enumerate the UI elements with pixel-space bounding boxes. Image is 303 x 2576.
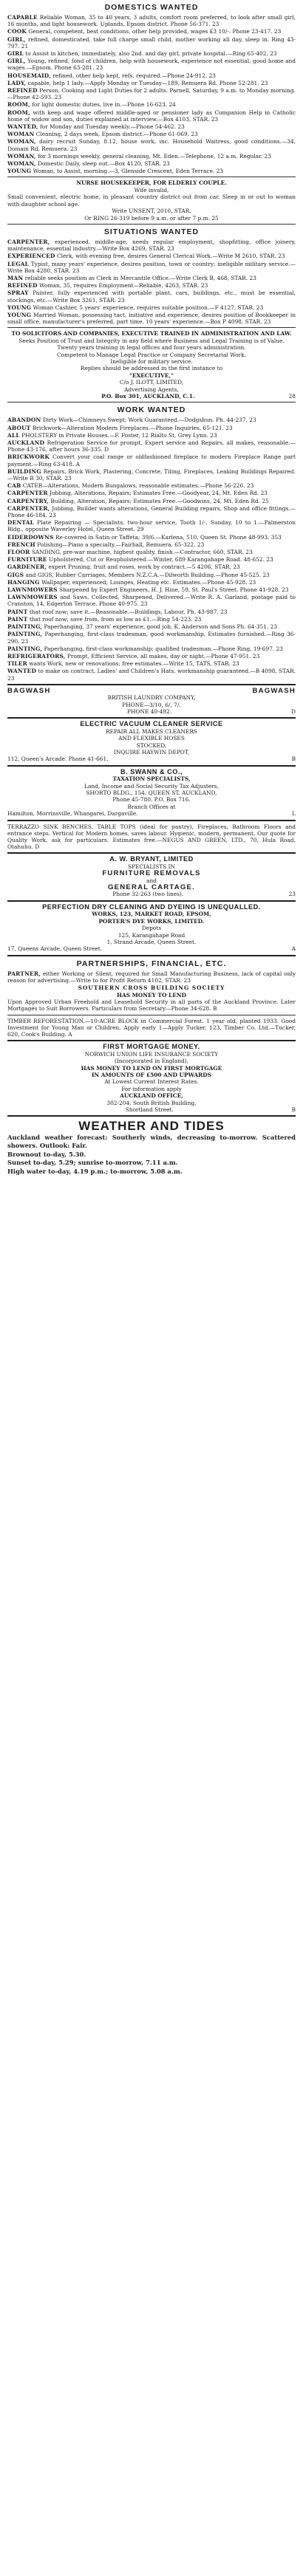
classified-ad — [7, 482, 296, 489]
ad-number: L — [292, 810, 296, 818]
ad-lead-word: DENTAL — [7, 519, 35, 527]
ad-text: to make on contract, Ladies' and Children's Hats, workmanship guaranteed.—B 4098, STAR. 23 — [7, 668, 296, 682]
weather-title: WEATHER AND TIDES — [78, 1119, 225, 1134]
perfection-line: PORTER'S DYE WORKS, LIMITED. — [98, 917, 205, 925]
classified-ad — [7, 564, 296, 570]
ad-number: A — [68, 1031, 72, 1038]
solicitors-ad — [7, 330, 296, 400]
ad-lead-word: CAB — [7, 482, 21, 490]
classified-ad — [7, 594, 296, 607]
ad-text: Sharpened by Expert Engineers, H. J. Hine, 59, St. Paul's Street. Phone 41-928. 23 — [59, 586, 289, 594]
ad-lead-word: WOMAN, — [7, 152, 36, 160]
electric-line: STOCKED. — [136, 741, 167, 749]
ad-text: Wallpaper, experienced; Lounges, Heating etc. Estimates.—Phone 45-928. 23 — [41, 578, 256, 586]
work-heading: WORK WANTED — [117, 405, 186, 415]
ad-lead-word: YOUNG — [7, 311, 32, 318]
bagwash-line: PHONE 40-492. — [127, 708, 172, 715]
ad-text: Refrigeration Service for prompt, Expert service and Repairs, all makes, reasonable.—Phone 43-176, after hours 36-335. D — [7, 439, 296, 453]
divider — [7, 1115, 296, 1117]
weather-tide: High water to-day, 4.19 p.m.; to-morrow, 5.08 a.m. — [7, 1167, 183, 1175]
ad-text: General, competent, best conditions, other help provided, wages £3 10/-. Phone 23-417. 23 — [28, 28, 282, 35]
nurse-ad — [7, 179, 296, 221]
ad-lead-word: CAPABLE — [7, 14, 38, 21]
weather-brownout: Brownout to-day, 5.30. — [7, 1150, 86, 1158]
nurse-line: Small convenient, electric home, in pleasant country district out from car. Sleep in or out to woman with daughter school age. — [7, 193, 296, 208]
ad-text: that roof now; save it.—Reasonable.—Buildings, Labour, Ph. 43-987. 23 — [29, 608, 228, 615]
ad-lead-word: WOMAN, — [7, 160, 36, 168]
ad-lead-word: ABANDON — [7, 417, 41, 424]
ad-lead-word: HOUSEMAID, — [7, 72, 51, 79]
ad-lead-word: BRICKWORK — [7, 453, 50, 461]
mortgage-line: 302-204, South British Building, — [106, 1099, 197, 1106]
solicitors-sign: "EXECUTIVE," — [129, 371, 174, 379]
classified-ad — [7, 312, 296, 325]
ad-text: Paperhanging, 37 years' experience, good job, K. Anderson and Sons Ph. 64-351. 23 — [44, 623, 278, 631]
ad-lead-word: ROOM, — [7, 109, 30, 116]
perfection-line: 1, Strand Arcade, Queen Street. — [106, 938, 197, 945]
classified-ad — [7, 282, 296, 289]
mortgage-ad — [7, 1044, 296, 1113]
ad-number: B — [291, 756, 296, 763]
ad-lead-word: SPRAY — [7, 290, 29, 297]
classified-ad — [7, 36, 296, 49]
ad-text: Clerk, with evening free, desires General Clerical Work.—Write M 2610, STAR. 23 — [57, 253, 285, 260]
ad-text: SANDING, pre-war machine, highest quality, finish.—Contractor, 660, STAR. 23 — [31, 549, 253, 556]
bagwash-title: BAGWASH — [7, 686, 51, 695]
weather-forecast: Auckland weather forecast: Southerly winds, decreasing to-morrow. Scattered showers. Outlook: Fair. — [7, 1134, 296, 1150]
ad-lead-word: GIGS — [7, 571, 24, 578]
classified-ad — [7, 432, 296, 439]
ad-text: capable, help 1 lady.—Apply Monday or Tuesday—189, Remuera Rd. Phone 52-281. 23 — [27, 79, 268, 86]
classified-ad — [7, 14, 296, 27]
swann-title: B. SWANN & CO., — [120, 767, 183, 775]
building-society-title: SOUTHERN CROSS BUILDING SOCIETY — [78, 984, 225, 992]
ad-text: Prompt, Efficient Service, all makes, day or night.—Phone 47-951. 23 — [67, 652, 260, 660]
classified-ad — [7, 425, 296, 431]
classified-ad — [7, 586, 296, 593]
ad-text: and Saws, Collected, Sharpened, Delivered.—Write R. A. Garland, postage paid to Cranston, 14, Edgerton Terrace. Phone 40-975. 23 — [7, 594, 296, 608]
classified-ad — [7, 168, 296, 174]
ad-lead-word: EIDERDOWNS — [7, 533, 54, 541]
ad-text: Plate Repairing — Specialists, two-hour service, Tooth 1/-, Sunday, 10 to 1.—Palmerston Bldg., opposite Waverley Hotel, Queen Street. 29 — [7, 519, 296, 533]
nurse-line: Or RING 26-319 before 9 a.m. or after 7 p.m. 25 — [84, 214, 219, 222]
solicitors-sign: Advertising Agents, — [124, 386, 179, 393]
ad-lead-word: GIRL — [7, 50, 24, 58]
partnerships-list — [7, 970, 296, 984]
ad-lead-word: WOMAN — [7, 131, 35, 138]
ad-number: A — [291, 945, 296, 953]
perfection-title: PERFECTION DRY CLEANING AND DYEING IS UNEQUALLED. — [42, 902, 261, 911]
solicitors-line: Seeks Position of Trust and Integrity in any field where Business and Legal Training is of Value. — [18, 337, 285, 344]
solicitors-line: Ineligible for military service. — [110, 357, 193, 365]
solicitors-line: Twenty years training in legal offices and four years administration. — [57, 344, 246, 352]
electric-ad — [7, 721, 296, 762]
ad-text: Woman, to Assist, morning.—3, Glenside Crescent, Eden Terrace. 23 — [33, 168, 224, 175]
classified-ad — [7, 138, 296, 151]
classified-ad — [7, 453, 296, 467]
partnerships-heading: PARTNERSHIPS, FINANCIAL, ETC. — [76, 959, 227, 968]
ad-lead-word: PAINTING, — [7, 623, 43, 631]
classified-ad — [7, 160, 296, 167]
perfection-line: 125, Karangahape Road — [118, 931, 185, 939]
classified-ad — [7, 153, 296, 160]
bagwash-title: BAGWASH — [252, 686, 296, 695]
ad-lead-word: CARPENTRY, — [7, 497, 50, 504]
classified-ad — [7, 80, 296, 86]
perfection-ad — [7, 904, 296, 953]
perfection-line: Depots — [141, 925, 162, 932]
swann-line: Land, Income and Social Security Tax Adjusters, — [84, 782, 219, 789]
ad-text: for Monday and Tuesday weekly.—Phone 54-462. 23 — [39, 123, 185, 131]
ad-text: Paperhanging, first-class workmanship; qualified tradesman.—Phone Ring, 19-697. 23 — [44, 645, 283, 652]
ad-text: Woman Cashier, 5 years' experience, requires suitable position.—F 4127, STAR. 23 — [33, 304, 264, 311]
electric-title: ELECTRIC VACUUM CLEANER SERVICE — [80, 720, 223, 728]
classified-ad — [7, 534, 296, 541]
ad-text: Cleaning, 2 days week, Epsom district.—Phone 61-069. 23 — [35, 131, 198, 138]
nurse-line: Write UNSENT, 2010, STAR, — [112, 208, 191, 215]
ad-number: D — [35, 843, 40, 851]
weather-sunset: Sunset to-day, 5.29; sunrise to-morrow, 7.11 a.m. — [7, 1159, 178, 1167]
ad-lead-word: BUILDING — [7, 467, 41, 475]
divider — [7, 327, 296, 328]
ad-text: Domestic Daily, sleep out.—Box 4120, STAR. 23 — [38, 160, 170, 168]
bryant-line: FURNITURE REMOVALS — [102, 869, 201, 878]
classified-ad — [7, 28, 296, 35]
bryant-title: A. W. BRYANT, LIMITED — [109, 855, 194, 863]
ad-text: Repairs, Brick Work, Plastering, Concrete, Tiling, Fireplaces, Leaking Buildings Repaired.—Write B 30, STAR. 23 — [7, 467, 296, 482]
building-society-ad — [7, 984, 296, 1013]
ad-text: refined, other help kept, refs. required.—Phone 24-912. 23 — [52, 72, 217, 79]
classified-ad — [7, 101, 296, 108]
ad-lead-word: REFINED — [7, 87, 38, 95]
ad-number: B — [212, 1005, 217, 1013]
ad-text: Re-covered in Satin or Taffeta; 39/6.—Karlena, 510, Queen St. Phone 48-993. 353 — [55, 533, 282, 541]
ad-text: expert Pruning, fruit and roses, work by contract.—5 4206, STAR. 23 — [48, 564, 240, 571]
ad-text: Building, Alteration, Repairs; Estimates Free.—Goodwins, 24, Mt. Eden Rd. 25 — [50, 497, 269, 504]
situations-list — [7, 239, 296, 325]
classified-ad — [7, 668, 296, 681]
swann-line: Branch Offices at — [127, 803, 176, 810]
ad-text: Paperhanging, first-class tradesman, good workmanship, Estimates furnished.—Ring 36-290. 23 — [7, 631, 296, 645]
classified-ad — [7, 87, 296, 100]
classified-ad — [7, 653, 296, 660]
classified-ad — [7, 275, 296, 281]
ad-text: Person, Cooking and Light Duties for 2 adults. Parnell, Saturday, 9 a.m. to Monday morning.—Phone 42-593. 23 — [7, 87, 296, 101]
building-society-sub: HAS MONEY TO LEND — [117, 991, 186, 998]
classified-ad — [7, 490, 296, 496]
ad-lead-word: WANTED — [7, 668, 37, 675]
ad-lead-word: PAINTING, — [7, 645, 43, 652]
ad-lead-word: GIRL, — [7, 35, 26, 43]
classified-ad — [7, 439, 296, 453]
ad-number: D — [291, 708, 296, 715]
mortgage-line: (Incorporated in England), — [114, 1058, 189, 1065]
electric-line: INQUIRE HAYWIN DEPOT, — [113, 748, 190, 756]
ad-text: Jobbing, Alterations, Repairs; Estimates Free.—Goodyear, 24, Mt. Eden Rd. 23 — [50, 490, 268, 497]
divider — [7, 900, 296, 902]
mortgage-line: At Lowest Current Interest Rates. — [104, 1078, 199, 1086]
classified-ad — [7, 519, 296, 532]
divider — [7, 820, 296, 821]
ad-lead-word: TILER — [7, 660, 27, 668]
situations-heading: SITUATIONS WANTED — [103, 227, 200, 236]
ad-text: Brickwork—Alteration Modern Fireplaces.—Phone Inquiries, 65-121. 23 — [32, 424, 233, 431]
bryant-line: SPECIALISTS IN — [128, 863, 175, 870]
terrazzo-ad — [7, 823, 296, 851]
ad-lead-word: CARPENTER, — [7, 238, 50, 245]
classified-ad — [7, 609, 296, 615]
ad-text: Reliable Woman, 35 to 40 years, 3 adults, comfort room preferred, to look after small girl, 16 months, and light housework. Uplands, Epsom district. Phone 56-371. 23 — [7, 14, 296, 28]
ad-text: with keep and wage offered middle-aged or pensioner lady as Companion Help in Catholic home of widow and son, duties explained at interview.—Box 4103, STAR. 23 — [7, 109, 296, 123]
ad-number: B — [291, 1106, 296, 1114]
classified-ad — [7, 505, 296, 518]
classified-ad — [7, 623, 296, 630]
ad-lead-word: COOK — [7, 28, 27, 35]
ad-text: either Working or Silent, required for Small Manufacturing Business, lack of capital only reason for advertising.—Write to for Profit Return 4102, STAR. 23 — [7, 970, 296, 984]
ad-lead-word: PARTNER, — [7, 970, 41, 977]
ad-lead-word: HANGING — [7, 578, 40, 586]
mortgage-line: IN AMOUNTS OF £500 AND UPWARDS — [91, 1071, 212, 1078]
solicitors-sign: C/o J. ILOTT, LIMITED, — [119, 379, 184, 386]
classified-ad — [7, 645, 296, 652]
ad-lead-word: YOUNG — [7, 304, 32, 311]
bagwash-line: BRITISH LAUNDRY COMPANY, — [107, 694, 196, 702]
ad-text: reliable seeks position as Clerk in Mercantile Office.—Write Clerk B, 468, STAR. 23 — [24, 274, 256, 281]
classified-column — [7, 3, 296, 1175]
domestics-list — [7, 14, 296, 174]
classified-ad — [7, 660, 296, 667]
ad-text: refined, domesticated, take full charge small child, mother working all day, sleep in. Ring 43-797. 21 — [7, 35, 296, 49]
divider — [7, 1040, 296, 1041]
solicitors-line: Competent to Manage Legal Practice or Company Secretarial Work. — [56, 351, 247, 358]
ad-lead-word: WOMAN, — [7, 138, 36, 145]
ad-text: Married Woman, possessing tact, initiative and experience, desires position of Bookkeeper in small office, manufacturer's preferred, part time, 10 years' experience.—Box P 4098, STAR. 23 — [7, 311, 296, 326]
bryant-line: Phone 32-263 (two lines). — [112, 891, 184, 898]
classified-ad — [7, 631, 296, 644]
ad-lead-word: LADY, — [7, 79, 27, 86]
timber-text: TIMBER REFORESTATION.—10-ACRE BLOCK in Commercial Forest. 1 year old, planted 1933. Good Investment for Young Man or Children. Apply early 1—Apply Tucker, 123, Timber Co. Ltd.—Tucker, 620, Cook's Building. — [7, 1017, 296, 1038]
ad-text: Young, refined, fond of children, help with housework, experience not essential, good home and wages.—Epsom. Phone 63-281. 23 — [7, 58, 296, 72]
ad-text: that roof now; save from, from as low as £1.—Ring 54-223. 23 — [29, 615, 202, 623]
ad-lead-word: FRENCH — [7, 541, 35, 548]
building-society-text: Upon Approved Urban Freehold and Leasehold Security in all parts of the Auckland Province. Later Mortgages to Suit Borrowers. Particulars from Secretary—Phone 34-628. — [7, 998, 296, 1013]
classified-ad — [7, 468, 296, 482]
classified-ad — [7, 58, 296, 71]
bagwash-ad — [7, 688, 296, 716]
classified-ad — [7, 123, 296, 130]
classified-ad — [7, 261, 296, 274]
classified-ad — [7, 579, 296, 586]
ad-lead-word: YOUNG — [7, 168, 32, 175]
ad-lead-word: FURNITURE — [7, 556, 47, 564]
ad-text: wants Work, new or renovations; free estimates.—Write 15, TATS, STAR. 23 — [29, 660, 239, 668]
solicitors-line: Replies should be addressed in the first instance to — [80, 365, 223, 372]
ad-lead-word: FLOOR — [7, 549, 30, 556]
ad-lead-word: ROOM, — [7, 101, 30, 109]
perfection-line: 17, Queens Arcade, Queen Street. — [7, 945, 103, 953]
ad-lead-word: MAN — [7, 274, 24, 281]
nurse-heading: NURSE HOUSEKEEPER, FOR ELDERLY COUPLE. — [76, 179, 227, 187]
mortgage-title: FIRST MORTGAGE MONEY. — [103, 1043, 200, 1051]
ad-text: Jobbing, Builder wants alterations, General Building repairs, Shop and office fittings.—Phone 46-184. 23 — [7, 504, 296, 519]
ad-text: Painter, fully experienced with portable plant, cars, buildings, etc., must be essential, stockings, etc.—Write Box 3261, STAR. 23 — [7, 290, 296, 304]
ad-lead-word: PAINT — [7, 615, 28, 623]
ad-text: CATER—Alterations, Modern Bungalows, reasonable estimates.—Phone 56-226. 23 — [22, 482, 254, 490]
mortgage-line: For information apply — [121, 1085, 182, 1092]
ad-lead-word: AUCKLAND — [7, 439, 45, 447]
swann-line: SHORTO BLDG., 154, QUEEN ST, AUCKLAND, — [86, 789, 217, 796]
ad-text: Dirty Work—Chimneys Swept; Work Guaranteed.—Dodgshun. Ph. 44-237. 23 — [42, 417, 256, 424]
ad-text: Convert your coal range or oldfashioned fireplace to modern Fireplace Range part payment.—Ring 63-418. A — [7, 453, 296, 467]
ad-lead-word: LAWNMOWERS — [7, 594, 58, 601]
ad-lead-word: ABOUT — [7, 424, 31, 431]
timber-ad — [7, 1018, 296, 1038]
classified-ad — [7, 616, 296, 623]
classified-ad — [7, 556, 296, 563]
divider — [7, 717, 296, 719]
mortgage-line: AUCKLAND OFFICE, — [120, 1092, 183, 1100]
classified-page — [7, 0, 296, 2576]
ad-number: 28 — [288, 393, 296, 400]
mortgage-line: NORWICH UNION LIFE INSURANCE SOCIETY — [84, 1050, 219, 1058]
ad-text: for light domestic duties, live in.—Phone 16-623. 24 — [32, 101, 176, 109]
ad-lead-word: CARPENTER, — [7, 504, 50, 512]
swann-line: Hamilton, Morrinsville, Whangarei, Dargaville. — [7, 810, 138, 818]
classified-ad — [7, 498, 296, 504]
swann-line: Phone 45-780. P.O. Box 716. — [112, 796, 191, 804]
terrazzo-text: TERRAZZO SINK BENCHES, TABLE TOPS (ideal for pantry), Fireplaces, Bathroom Floors and entrance steps. Vertical for Modern homes, saves labour. Hygienic, modern, permanent. Our quote for Quality Work, ask for particulars. Estimates free.—NEGUS AND GREEN, LTD., 70, Hula Road, Otahuhu. — [7, 823, 296, 851]
swann-ad — [7, 769, 296, 818]
work-list — [7, 417, 296, 681]
ad-lead-word: EXPERIENCED — [7, 253, 55, 260]
divider — [7, 852, 296, 854]
electric-line: REPAIR ALL MAKES CLEANERS — [106, 727, 197, 735]
perfection-line: WORKS, 123, MARKET ROAD, EPSOM, — [92, 911, 211, 918]
ad-text: Polishing—Piano a specialty.—Fairhall, Remuera. 65-322. 23 — [37, 541, 205, 548]
ad-text: dairy recruit Sunday, 8.12, house work, inc. Household Waitress, good conditions.—34, Domain Rd, Remuera. 23 — [7, 138, 296, 152]
ad-text: to Assist in kitchen, immediately, also 2nd. and day girl, private hospital.—Ring 65-402. 23 — [25, 50, 277, 58]
ad-text: Upholstered, Cut or Reupholstered.—Winter, 689 Karangahape Road. 48-652. 23 — [48, 556, 273, 564]
domestics-heading: DOMESTICS WANTED — [104, 3, 199, 12]
ad-lead-word: GIRL, — [7, 58, 26, 65]
electric-line: 112, Queen's Arcade. Phone 41-661. — [7, 756, 109, 763]
mortgage-line: Shortland Street. — [125, 1106, 174, 1114]
ad-text: experienced, middle-age, needs regular employment, shopfitting, office joinery, maintenance, essential industry.—Write Box 4269, STAR. 23 — [7, 238, 296, 253]
classified-ad — [7, 304, 296, 311]
divider — [7, 765, 296, 767]
bagwash-line: PHONE—3/10, 6/, 7/. — [122, 701, 181, 708]
ad-text: Typist, many years' experience, desires position, town or country; ineligible military service.—Write Box 4280, STAR. 23 — [7, 260, 296, 274]
bryant-line: and — [146, 877, 157, 884]
bryant-ad — [7, 856, 296, 897]
ad-lead-word: WANTED, — [7, 123, 38, 131]
bryant-line: GENERAL CARTAGE. — [108, 883, 195, 892]
solicitors-heading: TO SOLICITORS AND COMPANIES, EXECUTIVE TRAINED IN ADMINISTRATION AND LAW. — [11, 330, 292, 338]
divider — [7, 224, 296, 225]
ad-text: Woman, 35, requires Employment—Reliable, 4263, STAR. 23 — [39, 282, 208, 290]
ad-lead-word: LAWNMOWERS — [7, 586, 58, 594]
ad-lead-word: PAINT — [7, 608, 28, 615]
ad-lead-word: CARPENTER — [7, 490, 48, 497]
ad-lead-word: ALL — [7, 431, 20, 439]
classified-ad — [7, 109, 296, 123]
divider — [7, 684, 296, 685]
ad-lead-word: REFINED — [7, 282, 38, 290]
ad-number: 23 — [288, 891, 296, 898]
electric-line: AND FLEXIBLE HOSES — [118, 735, 185, 742]
swann-sub: TAXATION SPECIALISTS, — [112, 775, 191, 783]
nurse-line: Wife invalid, — [134, 186, 169, 193]
ad-lead-word: REFRIGERATORS, — [7, 652, 66, 660]
classified-ad — [7, 72, 296, 79]
ad-lead-word: LEGAL — [7, 260, 30, 267]
classified-ad — [7, 572, 296, 578]
ad-text: and GIGS, Rubber Carriages, Members N.Z.C.A.—Dilworth Building.—Phone 45-525. 23 — [25, 571, 270, 578]
ad-lead-word: PAINTING, — [7, 631, 43, 638]
classified-ad — [7, 549, 296, 555]
ad-text: for 3 mornings weekly, general cleaning, Mt. Eden.—Telephone, 12 a.m. Regular. 23 — [38, 152, 271, 160]
divider — [7, 955, 296, 956]
classified-ad — [7, 970, 296, 984]
classified-ad — [7, 290, 296, 303]
classified-ad — [7, 239, 296, 252]
solicitors-sign: P.O. Box 301, AUCKLAND, C.1. — [101, 393, 195, 400]
classified-ad — [7, 253, 296, 259]
classified-ad — [7, 50, 296, 57]
classified-ad — [7, 131, 296, 137]
mortgage-line: HAS MONEY TO LEND ON FIRST MORTGAGE — [81, 1064, 222, 1072]
classified-ad — [7, 541, 296, 548]
classified-ad — [7, 417, 296, 423]
ad-lead-word: GARDENER, — [7, 564, 47, 571]
ad-text: PHOLSTERY in Private Houses.—F. Foster, 12 Rialto St, Grey Lynn. 23 — [21, 431, 217, 439]
